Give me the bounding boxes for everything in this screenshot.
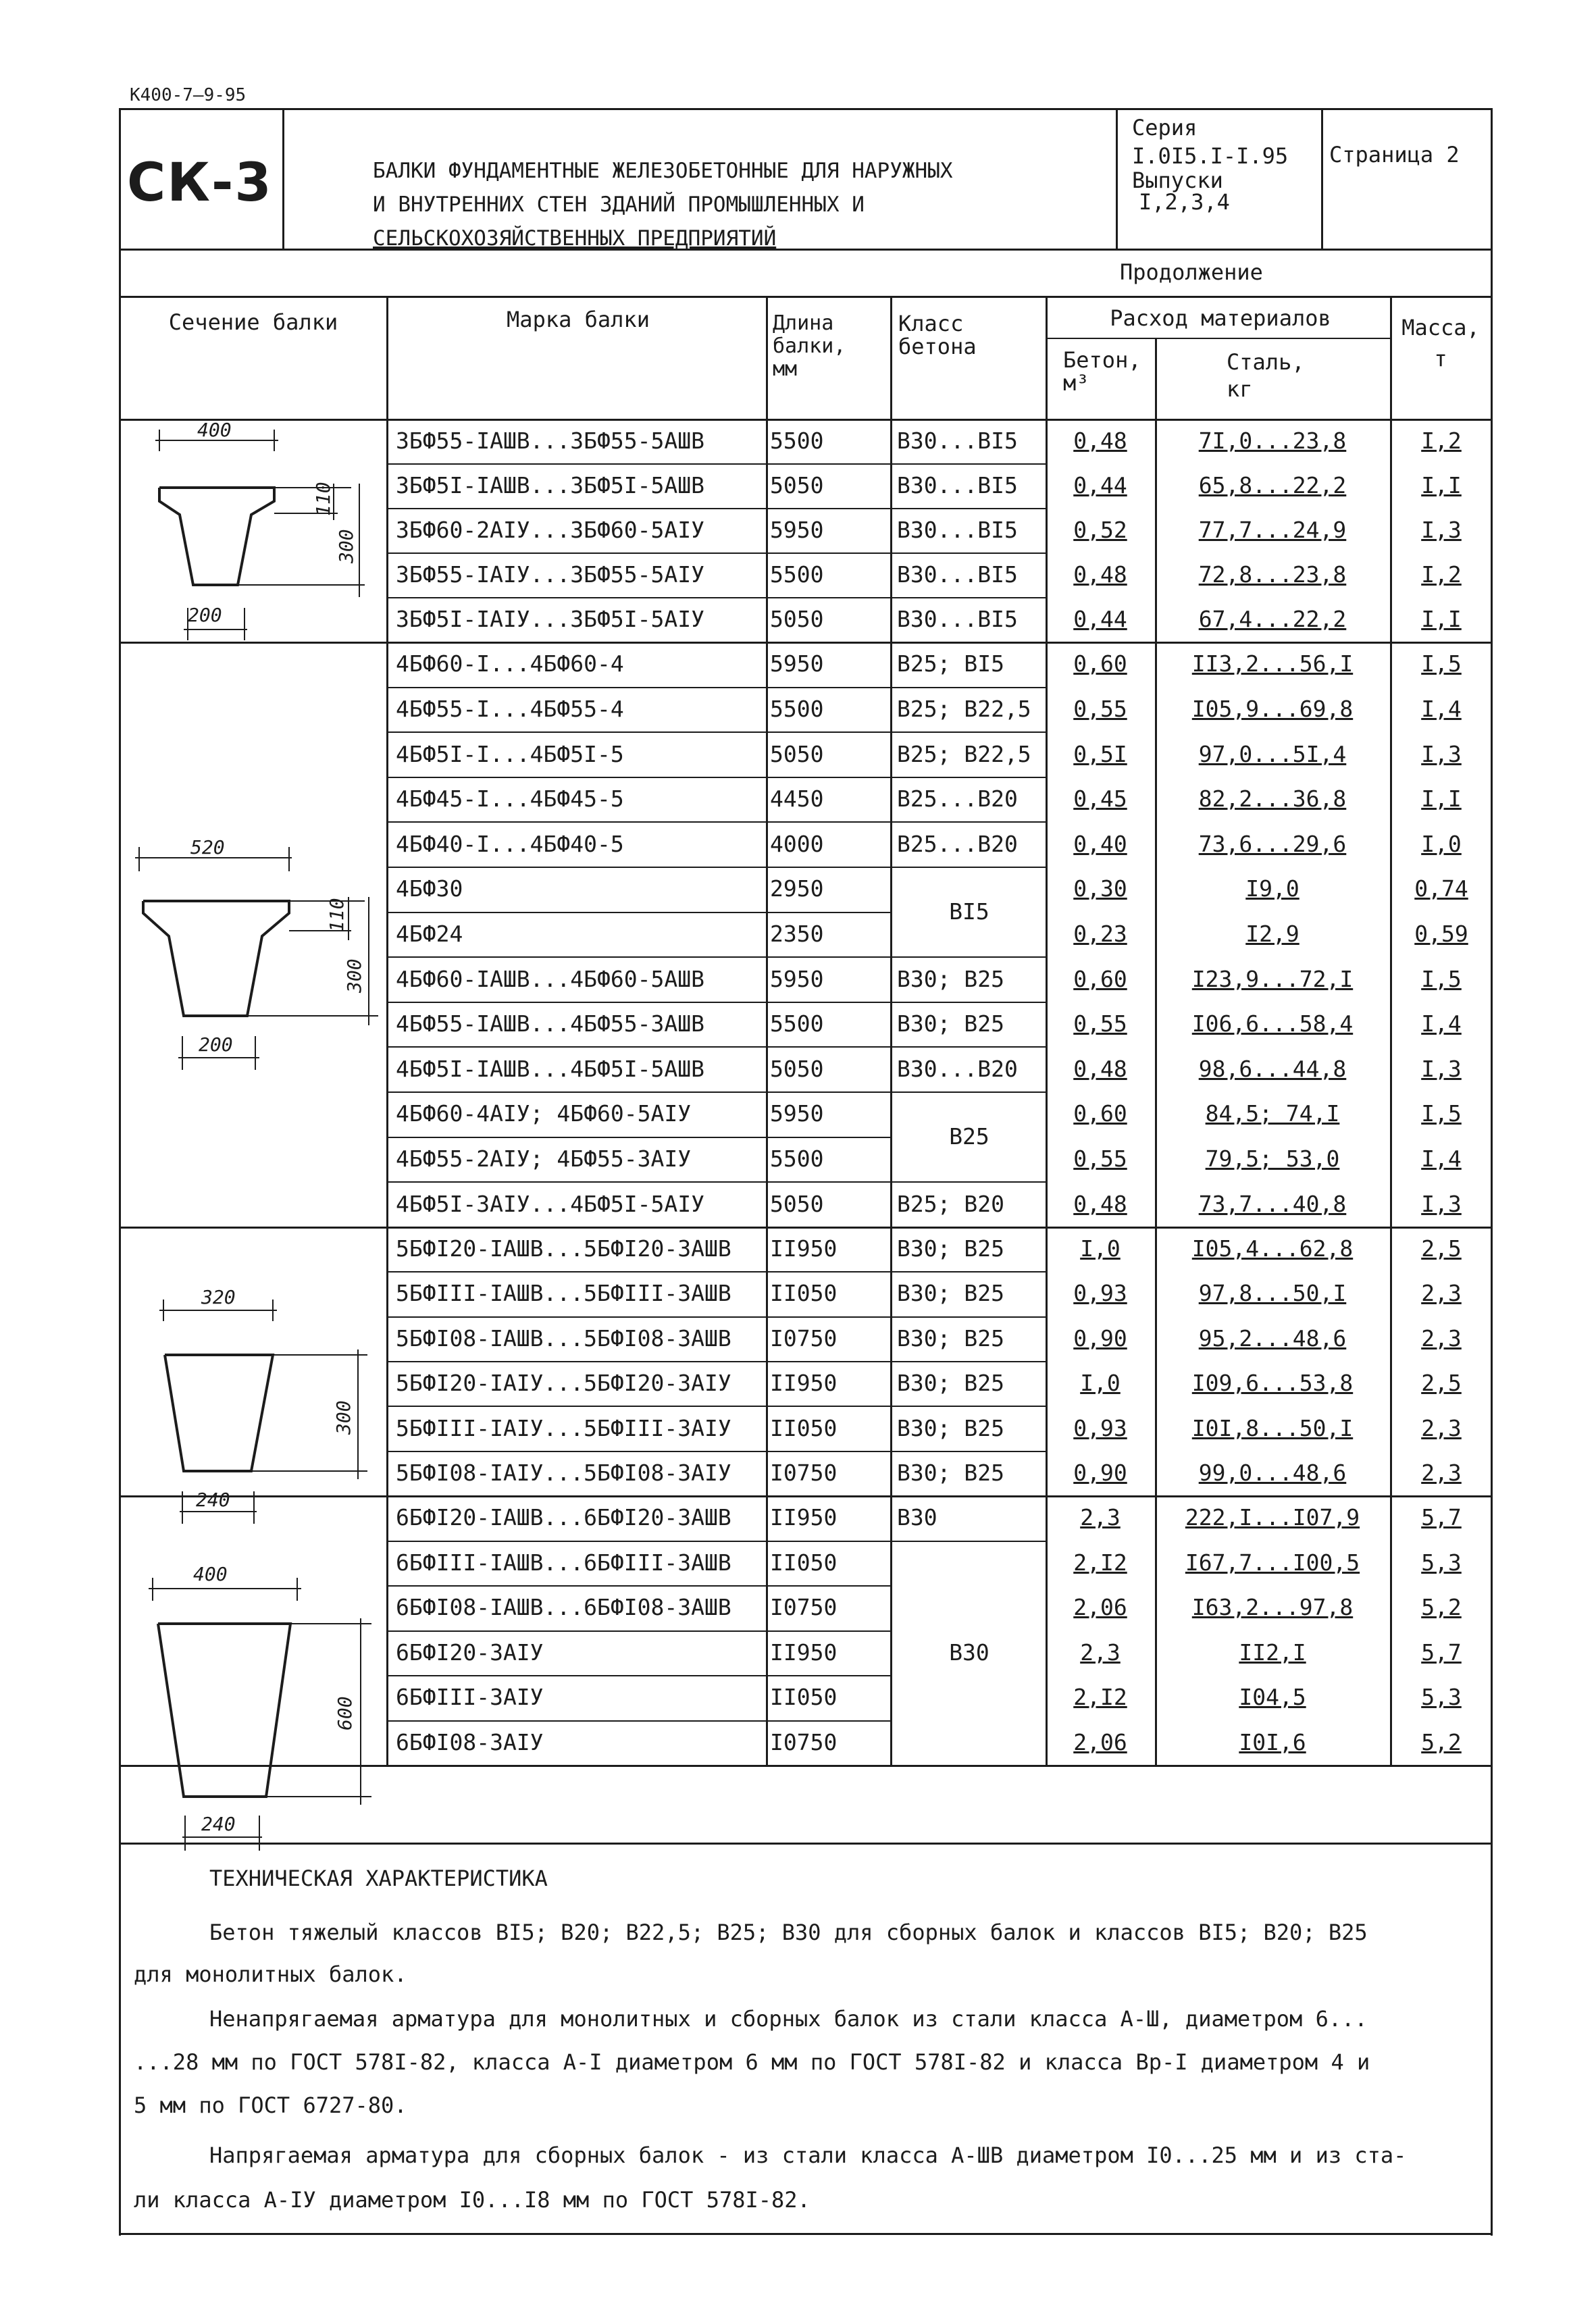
series-value: I.0I5.I-I.95 [1132,143,1289,169]
beam-mark: 4БФ55-IАШВ...4БФ55-3АШВ [396,1010,704,1037]
dim-flange-1: 110 [312,482,334,516]
concrete-volume: 0,40 [1073,830,1127,857]
beam-length: 5500 [770,561,824,588]
concrete-class: ВI5 [949,898,989,925]
beam-mass: I,5 [1421,965,1462,992]
steel-consumption: I0I,8...50,I [1191,1414,1354,1441]
beam-mass: 5,7 [1421,1504,1462,1531]
concrete-class: В30; В25 [897,1460,1004,1486]
beam-mass: 0,59 [1414,920,1468,947]
beam-mass: I,3 [1421,740,1462,767]
header-class: Класс бетона [898,311,977,359]
section-drawing-1 [155,430,365,640]
concrete-class: В25 [949,1123,989,1150]
beam-length: I0750 [770,1460,838,1486]
tech-top-line [119,1843,1493,1845]
concrete-class: В30; В25 [897,1235,1004,1262]
beam-mark: 5БФI20-IАШВ...5БФI20-3АШВ [396,1235,731,1262]
beam-length: 5050 [770,1190,824,1217]
steel-consumption: I05,9...69,8 [1191,695,1354,722]
beam-mark: 4БФ45-I...4БФ45-5 [396,786,624,813]
title-line-2: И ВНУТРЕННИХ СТЕН ЗДАНИЙ ПРОМЫШЛЕННЫХ И [373,192,865,217]
dim-top-2: 520 [190,836,225,858]
concrete-volume: 0,60 [1073,1100,1127,1127]
beam-mark: 4БФ60-I...4БФ60-4 [396,650,624,677]
concrete-volume: 0,44 [1073,472,1127,498]
beam-mark: 6БФIII-IАШВ...6БФIII-3АШВ [396,1549,731,1576]
beam-mass: 5,3 [1421,1549,1462,1576]
concrete-class: В30; В25 [897,1280,1004,1307]
beam-mark: 5БФI20-IАIУ...5БФI20-3АIУ [396,1370,731,1397]
concrete-volume: 0,44 [1073,606,1127,632]
issues-label: Выпуски [1132,168,1223,193]
concrete-volume: 0,48 [1073,1055,1127,1082]
steel-consumption: I0I,6 [1239,1728,1306,1755]
concrete-volume: 2,I2 [1073,1684,1127,1711]
beam-length: 5050 [770,606,824,632]
steel-consumption: 82,2...36,8 [1198,786,1347,813]
concrete-volume: 0,55 [1073,1145,1127,1172]
beam-length: II050 [770,1549,838,1576]
header-steel: Сталь, кг [1227,349,1305,402]
concrete-class: В30...ВI5 [897,517,1018,543]
beam-mark: 5БФIII-IАШВ...5БФIII-3АШВ [396,1280,731,1307]
concrete-volume: I,0 [1080,1235,1121,1262]
concrete-volume: 0,60 [1073,965,1127,992]
steel-consumption: I67,7...I00,5 [1185,1549,1360,1576]
steel-consumption: I9,0 [1245,875,1299,902]
beam-length: I0750 [770,1728,838,1755]
beam-mass: I,3 [1421,1055,1462,1082]
concrete-class: В30; В25 [897,965,1004,992]
dim-bottom-4: 240 [201,1813,236,1835]
beam-length: I0750 [770,1594,838,1621]
concrete-volume: 2,I2 [1073,1549,1127,1576]
beam-mass: 2,5 [1421,1235,1462,1262]
dim-bottom-1: 200 [188,604,222,626]
concrete-volume: 0,55 [1073,1010,1127,1037]
concrete-class: В30 [949,1639,989,1666]
concrete-class: В25; ВI5 [897,650,1004,677]
beam-length: 5950 [770,965,824,992]
steel-consumption: I23,9...72,I [1191,965,1354,992]
dim-top-1: 400 [197,419,232,441]
beam-mark: 6БФI08-3АIУ [396,1728,544,1755]
dim-height-1: 300 [335,529,357,563]
beam-mark: 4БФ5I-3АIУ...4БФ5I-5АIУ [396,1190,704,1217]
beam-length: 5050 [770,740,824,767]
concrete-volume: 0,48 [1073,1190,1127,1217]
concrete-class: В30; В25 [897,1325,1004,1352]
beam-length: II950 [770,1235,838,1262]
dim-bottom-2: 200 [199,1033,233,1056]
steel-consumption: 79,5; 53,0 [1205,1145,1340,1172]
section-drawing-2 [135,847,378,1070]
beam-length: II950 [770,1504,838,1531]
concrete-class: В30; В25 [897,1370,1004,1397]
steel-consumption: 67,4...22,2 [1198,606,1347,632]
concrete-volume: 0,60 [1073,650,1127,677]
beam-mark: 3БФ5I-IАIУ...3БФ5I-5АIУ [396,606,704,632]
document-reference: К400-7—9-95 [130,85,247,105]
tech-line-1: Бетон тяжелый классов ВI5; В20; В22,5; В25; В30 для сборных балок и классов ВI5; В20; В25 [209,1920,1368,1945]
concrete-class: В30 [897,1504,937,1531]
steel-consumption: 99,0...48,6 [1198,1460,1347,1486]
dim-top-3: 320 [201,1286,236,1308]
tech-title: ТЕХНИЧЕСКАЯ ХАРАКТЕРИСТИКА [209,1866,548,1891]
steel-consumption: I63,2...97,8 [1191,1594,1354,1621]
dim-top-4: 400 [193,1563,228,1585]
beam-mark: 4БФ40-I...4БФ40-5 [396,830,624,857]
beam-length: II050 [770,1280,838,1307]
steel-consumption: I05,4...62,8 [1191,1235,1354,1262]
beam-mark: 4БФ5I-I...4БФ5I-5 [396,740,624,767]
concrete-volume: 0,52 [1073,517,1127,543]
beam-mass: I,3 [1421,1190,1462,1217]
beam-length: I0750 [770,1325,838,1352]
concrete-volume: 2,3 [1080,1639,1121,1666]
beam-length: 5500 [770,1010,824,1037]
beam-length: 5500 [770,1145,824,1172]
beam-mass: 0,74 [1414,875,1468,902]
beam-mass: 2,3 [1421,1414,1462,1441]
concrete-class: В30...ВI5 [897,561,1018,588]
beam-mark: 3БФ55-IАIУ...3БФ55-5АIУ [396,561,704,588]
beam-length: 5950 [770,517,824,543]
beam-mass: I,2 [1421,561,1462,588]
beam-length: 5050 [770,472,824,498]
concrete-class: В25; В22,5 [897,695,1031,722]
beam-mass: I,I [1421,786,1462,813]
beam-length: 5950 [770,1100,824,1127]
page-number: Страница 2 [1329,142,1460,168]
sheet-code: СК-3 [127,153,273,213]
beam-length: 4450 [770,786,824,813]
steel-consumption: 73,6...29,6 [1198,830,1347,857]
beam-mark: 4БФ60-4АIУ; 4БФ60-5АIУ [396,1100,692,1127]
concrete-class: В25...В20 [897,786,1018,813]
beam-length: II050 [770,1684,838,1711]
concrete-volume: 0,90 [1073,1325,1127,1352]
concrete-volume: 0,48 [1073,561,1127,588]
tech-line-5: 5 мм по ГОСТ 6727-80. [134,2092,407,2118]
dim-height-4: 600 [334,1696,356,1730]
concrete-volume: I,0 [1080,1370,1121,1397]
beam-mark: 4БФ60-IАШВ...4БФ60-5АШВ [396,965,704,992]
header-consumption: Расход материалов [1110,305,1331,331]
steel-consumption: 72,8...23,8 [1198,561,1347,588]
steel-consumption: 222,I...I07,9 [1185,1504,1360,1531]
steel-consumption: 97,0...5I,4 [1198,740,1347,767]
beam-length: 5500 [770,428,824,454]
beam-length: 4000 [770,830,824,857]
beam-mass: 2,3 [1421,1460,1462,1486]
tech-line-6: Напрягаемая арматура для сборных балок - из стали класса А-ШВ диаметром I0...25 мм и из ста- [209,2142,1407,2168]
tech-line-4: ...28 мм по ГОСТ 578I-82, класса А-I диаметром 6 мм по ГОСТ 578I-82 и класса Вр-I диаметром 4 и [134,2049,1370,2075]
concrete-class: В25...В20 [897,830,1018,857]
beam-length: II050 [770,1414,838,1441]
steel-consumption: 77,7...24,9 [1198,517,1347,543]
beam-mass: I,2 [1421,428,1462,454]
tech-line-2: для монолитных балок. [134,1961,407,1987]
beam-mark: 5БФI08-IАШВ...5БФI08-3АШВ [396,1325,731,1352]
concrete-volume: 0,93 [1073,1414,1127,1441]
beam-mark: 5БФIII-IАIУ...5БФIII-3АIУ [396,1414,731,1441]
continuation-label: Продолжение [1120,259,1263,285]
steel-consumption: I09,6...53,8 [1191,1370,1354,1397]
series-label: Серия [1132,115,1198,140]
beam-mark: 4БФ24 [396,920,463,947]
issues-value: I,2,3,4 [1139,189,1230,215]
beam-mark: 3БФ5I-IАШВ...3БФ5I-5АШВ [396,472,704,498]
concrete-volume: 0,45 [1073,786,1127,813]
beam-mass: 5,2 [1421,1594,1462,1621]
beam-mass: I,4 [1421,695,1462,722]
beam-length: 5950 [770,650,824,677]
beam-mass: I,I [1421,472,1462,498]
beam-mass: I,0 [1421,830,1462,857]
beam-mass: I,5 [1421,650,1462,677]
beam-mass: I,I [1421,606,1462,632]
steel-consumption: 97,8...50,I [1198,1280,1347,1307]
steel-consumption: II2,I [1239,1639,1306,1666]
beam-mark: 3БФ60-2АIУ...3БФ60-5АIУ [396,517,704,543]
steel-consumption: II3,2...56,I [1191,650,1354,677]
concrete-volume: 0,93 [1073,1280,1127,1307]
tech-line-3: Ненапрягаемая арматура для монолитных и сборных балок из стали класса А-Ш, диаметром 6... [209,2006,1368,2032]
steel-consumption: 65,8...22,2 [1198,472,1347,498]
beam-mass: I,4 [1421,1145,1462,1172]
beam-mass: 2,3 [1421,1325,1462,1352]
steel-consumption: 7I,0...23,8 [1198,428,1347,454]
beam-mark: 6БФIII-3АIУ [396,1684,544,1711]
steel-consumption: 73,7...40,8 [1198,1190,1347,1217]
beam-mass: 2,3 [1421,1280,1462,1307]
steel-consumption: 84,5; 74,I [1205,1100,1340,1127]
beam-mark: 4БФ55-2АIУ; 4БФ55-3АIУ [396,1145,692,1172]
beam-mass: 5,7 [1421,1639,1462,1666]
concrete-volume: 0,90 [1073,1460,1127,1486]
header-mark: Марка балки [507,307,650,332]
beam-mass: 2,5 [1421,1370,1462,1397]
dim-height-2: 300 [343,958,365,993]
beam-mass: 5,2 [1421,1728,1462,1755]
beam-mark: 6БФI20-3АIУ [396,1639,544,1666]
concrete-class: В30...ВI5 [897,472,1018,498]
dim-bottom-3: 240 [196,1489,230,1511]
concrete-volume: 0,30 [1073,875,1127,902]
header-length: Длина балки, мм [773,311,846,381]
title-line-1: БАЛКИ ФУНДАМЕНТНЫЕ ЖЕЛЕЗОБЕТОННЫЕ ДЛЯ НАРУЖНЫХ [373,159,953,183]
beam-mark: 4БФ5I-IАШВ...4БФ5I-5АШВ [396,1055,704,1082]
concrete-class: В25; В20 [897,1190,1004,1217]
concrete-volume: 2,06 [1073,1594,1127,1621]
beam-mark: 5БФI08-IАIУ...5БФI08-3АIУ [396,1460,731,1486]
header-mass: Масса, т [1401,315,1480,371]
concrete-volume: 0,55 [1073,695,1127,722]
title-line-3: СЕЛЬСКОХОЗЯЙСТВЕННЫХ ПРЕДПРИЯТИЙ [373,226,777,251]
beam-length: II950 [770,1639,838,1666]
beam-mass: 5,3 [1421,1684,1462,1711]
steel-consumption: I2,9 [1245,920,1299,947]
steel-consumption: I04,5 [1239,1684,1306,1711]
beam-mass: I,3 [1421,517,1462,543]
beam-mark: 4БФ55-I...4БФ55-4 [396,695,624,722]
beam-length: 2950 [770,875,824,902]
beam-mark: 6БФI08-IАШВ...6БФI08-3АШВ [396,1594,731,1621]
concrete-class: В30; В25 [897,1010,1004,1037]
concrete-class: В25; В22,5 [897,740,1031,767]
tech-line-7: ли класса А-IУ диаметром I0...I8 мм по ГОСТ 578I-82. [134,2187,810,2213]
concrete-class: В30...ВI5 [897,606,1018,632]
steel-consumption: 98,6...44,8 [1198,1055,1347,1082]
beam-mark: 4БФ30 [396,875,463,902]
concrete-volume: 2,06 [1073,1728,1127,1755]
header-section: Сечение балки [168,309,338,335]
beam-length: 2350 [770,920,824,947]
concrete-class: В30...ВI5 [897,428,1018,454]
concrete-class: В30...В20 [897,1055,1018,1082]
concrete-class: В30; В25 [897,1414,1004,1441]
beam-length: 5050 [770,1055,824,1082]
beam-mass: I,5 [1421,1100,1462,1127]
header-concrete: Бетон, м³ [1063,347,1141,396]
beam-length: II950 [770,1370,838,1397]
beam-length: 5500 [770,695,824,722]
concrete-volume: 2,3 [1080,1504,1121,1531]
dim-flange-2: 110 [326,898,348,932]
steel-consumption: 95,2...48,6 [1198,1325,1347,1352]
beam-mass: I,4 [1421,1010,1462,1037]
concrete-volume: 0,23 [1073,920,1127,947]
concrete-volume: 0,48 [1073,428,1127,454]
beam-mark: 3БФ55-IАШВ...3БФ55-5АШВ [396,428,704,454]
beam-mark: 6БФI20-IАШВ...6БФI20-3АШВ [396,1504,731,1531]
steel-consumption: I06,6...58,4 [1191,1010,1354,1037]
concrete-volume: 0,5I [1073,740,1127,767]
dim-height-3: 300 [332,1400,355,1435]
